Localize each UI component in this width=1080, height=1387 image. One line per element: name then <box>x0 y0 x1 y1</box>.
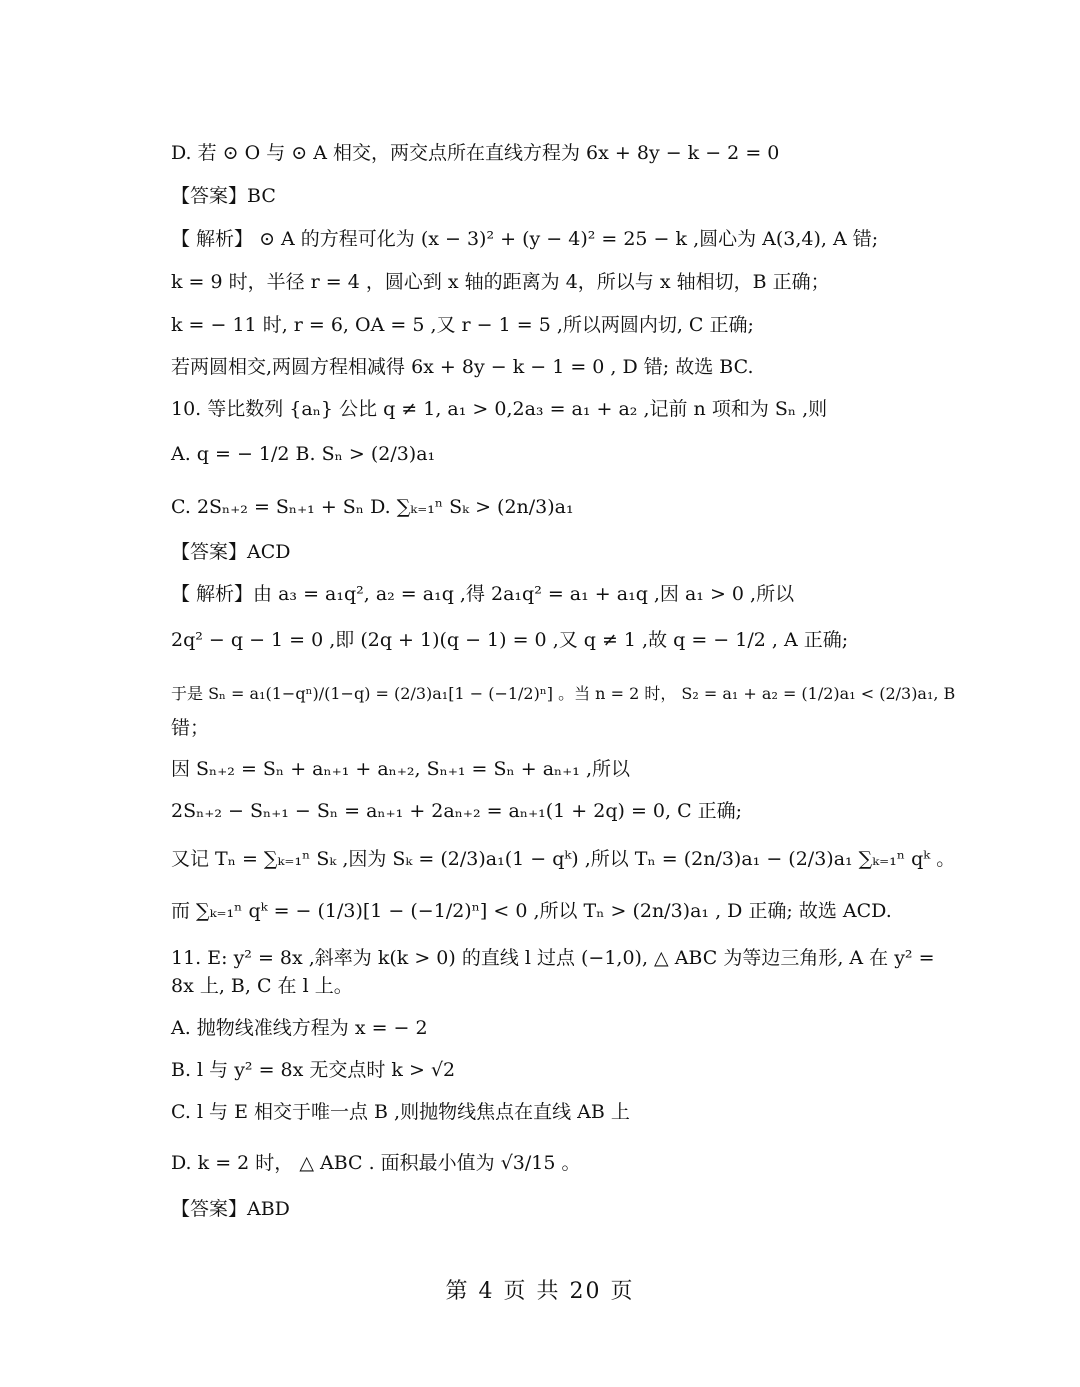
page-number: 第 4 页 共 20 页 <box>445 1279 635 1304</box>
answer-q10: 【答案】ACD <box>171 541 291 563</box>
option-d-q11: D. k = 2 时， △ ABC . 面积最小值为 √3/15 。 <box>171 1152 581 1174</box>
option-a-q11: A. 抛物线准线方程为 x = − 2 <box>171 1017 428 1039</box>
analysis-q10-line-1: 【 解析】由 a₃ = a₁q², a₂ = a₁q ,得 2a₁q² = a₁ + a₁q ,因 a₁ > 0 ,所以 <box>171 583 795 605</box>
options-q10-ab: A. q = − 1/2 B. Sₙ > (2/3)a₁ <box>171 443 436 465</box>
analysis-q10-line-7: 又记 Tₙ = ∑ₖ₌₁ⁿ Sₖ ,因为 Sₖ = (2/3)a₁(1 − qᵏ) ,所以 Tₙ = (2n/3)a₁ − (2/3)a₁ ∑ₖ₌₁ⁿ qᵏ 。 <box>171 848 956 870</box>
analysis-q10-line-5: 因 Sₙ₊₂ = Sₙ + aₙ₊₁ + aₙ₊₂, Sₙ₊₁ = Sₙ + aₙ₊₁ ,所以 <box>171 758 631 780</box>
question-11-line-2: 8x 上, B, C 在 l 上。 <box>171 975 353 997</box>
option-b-q11: B. l 与 y² = 8x 无交点时 k > √2 <box>171 1059 456 1081</box>
option-d-q9: D. 若 ⊙ O 与 ⊙ A 相交，两交点所在直线方程为 6x + 8y − k − 2 = 0 <box>171 142 780 164</box>
answer-q9: 【答案】BC <box>171 185 276 207</box>
answer-q11: 【答案】ABD <box>171 1198 290 1220</box>
options-q10-cd: C. 2Sₙ₊₂ = Sₙ₊₁ + Sₙ D. ∑ₖ₌₁ⁿ Sₖ > (2n/3)a₁ <box>171 496 574 518</box>
analysis-q9-line-3: k = − 11 时, r = 6, OA = 5 ,又 r − 1 = 5 ,所以两圆内切, C 正确; <box>171 314 754 336</box>
analysis-q10-line-4: 错； <box>171 717 210 739</box>
question-10: 10. 等比数列 {aₙ} 公比 q ≠ 1, a₁ > 0,2a₃ = a₁ + a₂ ,记前 n 项和为 Sₙ ,则 <box>171 398 828 420</box>
analysis-q10-line-8: 而 ∑ₖ₌₁ⁿ qᵏ = − (1/3)[1 − (−1/2)ⁿ] < 0 ,所以 Tₙ > (2n/3)a₁ , D 正确; 故选 ACD. <box>171 900 892 922</box>
question-11-line-1: 11. E: y² = 8x ,斜率为 k(k > 0) 的直线 l 过点 (−1,0), △ ABC 为等边三角形, A 在 y² = <box>171 947 935 969</box>
analysis-q10-line-6: 2Sₙ₊₂ − Sₙ₊₁ − Sₙ = aₙ₊₁ + 2aₙ₊₂ = aₙ₊₁(1 + 2q) = 0, C 正确; <box>171 800 743 822</box>
option-c-q11: C. l 与 E 相交于唯一点 B ,则抛物线焦点在直线 AB 上 <box>171 1101 630 1123</box>
analysis-q10-line-3: 于是 Sₙ = a₁(1−qⁿ)/(1−q) = (2/3)a₁[1 − (−1/2)ⁿ] 。当 n = 2 时， S₂ = a₁ + a₂ = (1/2)a₁ < (2/3)a₁, B <box>171 684 956 703</box>
analysis-q9-line-4: 若两圆相交,两圆方程相减得 6x + 8y − k − 1 = 0 , D 错; 故选 BC. <box>171 356 754 378</box>
analysis-q9-line-1: 【 解析】 ⊙ A 的方程可化为 (x − 3)² + (y − 4)² = 25 − k ,圆心为 A(3,4), A 错; <box>171 228 879 250</box>
analysis-q9-line-2: k = 9 时，半径 r = 4 ，圆心到 x 轴的距离为 4，所以与 x 轴相切，B 正确； <box>171 271 830 293</box>
analysis-q10-line-2: 2q² − q − 1 = 0 ,即 (2q + 1)(q − 1) = 0 ,又 q ≠ 1 ,故 q = − 1/2 , A 正确; <box>171 629 849 651</box>
